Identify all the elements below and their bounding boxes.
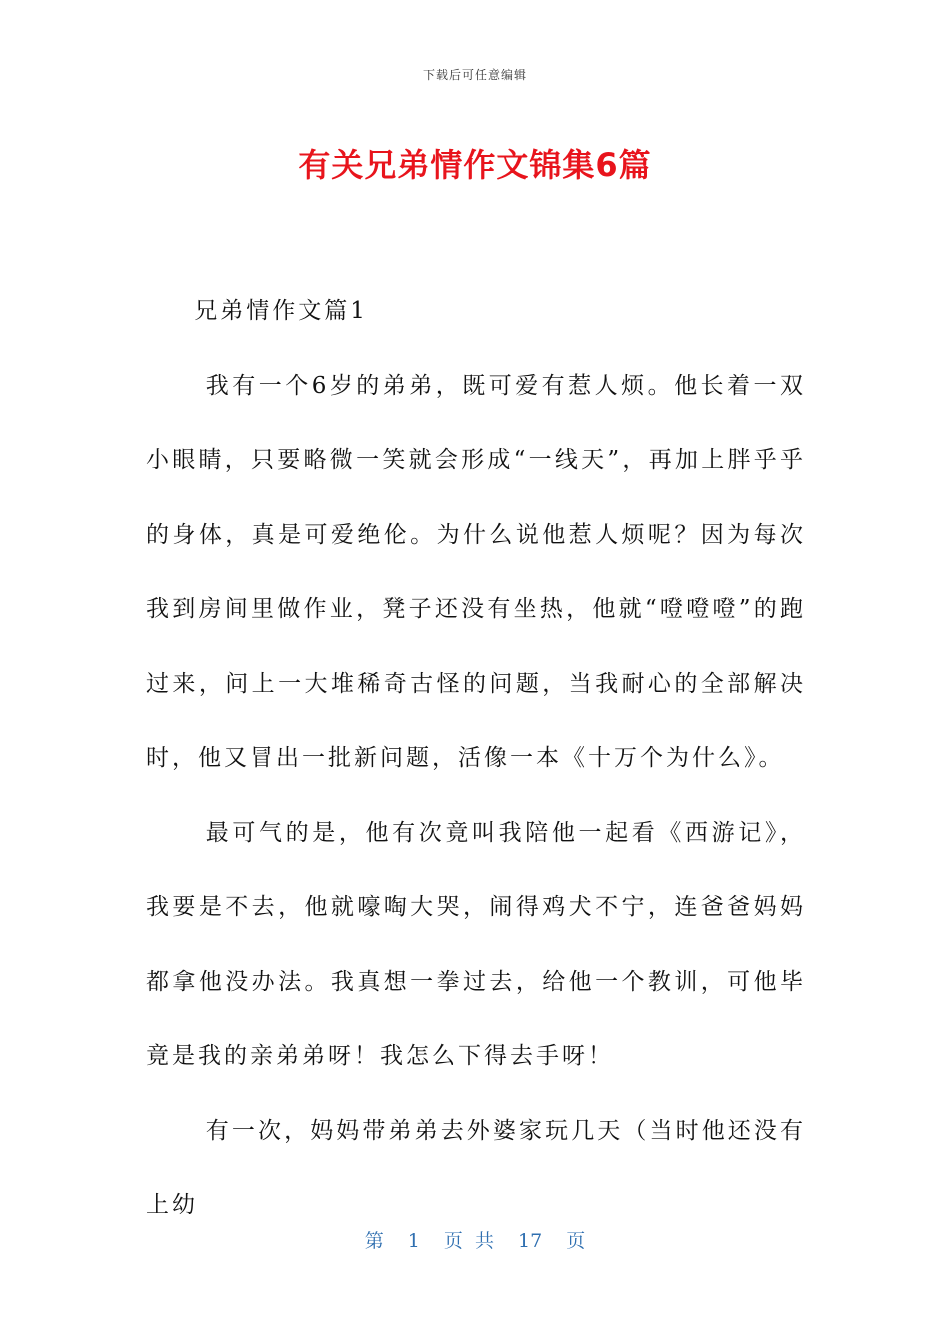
current-page-number: 1 (407, 1230, 420, 1252)
paragraph: 我有一个6岁的弟弟，既可爱有惹人烦。他长着一双小眼睛，只要略微一笑就会形成“一线天”，再加上胖乎乎的身体，真是可爱绝伦。为什么说他惹人烦呢？因为每次我到房间里做作业，凳子还没有坐热，他就“噔噔噔”的跑过来，问上一大堆稀奇古怪的问题，当我耐心的全部解决时，他又冒出一批新问题，活像一本《十万个为什么》。 (146, 372, 806, 771)
document-title: 有关兄弟情作文锦集6篇 (298, 146, 652, 184)
paragraph: 有一次，妈妈带弟弟去外婆家玩几天（当时他还没有上幼 (146, 1117, 806, 1218)
header-note: 下载后可任意编辑 (422, 68, 527, 82)
page-number-footer (0, 1226, 950, 1253)
document-body (146, 274, 806, 1243)
footer-middle: 页 共 (443, 1230, 494, 1252)
section-heading: 兄弟情作文篇1 (194, 298, 368, 324)
total-page-count: 17 (518, 1230, 543, 1252)
footer-suffix: 页 (566, 1230, 586, 1252)
paragraph: 最可气的是，他有次竟叫我陪他一起看《西游记》，我要是不去，他就嚎啕大哭，闹得鸡犬不宁，连爸爸妈妈都拿他没办法。我真想一拳过去，给他一个教训，可他毕竟是我的亲弟弟呀！我怎么下得去手呀！ (146, 819, 806, 1069)
footer-prefix: 第 (364, 1230, 384, 1252)
